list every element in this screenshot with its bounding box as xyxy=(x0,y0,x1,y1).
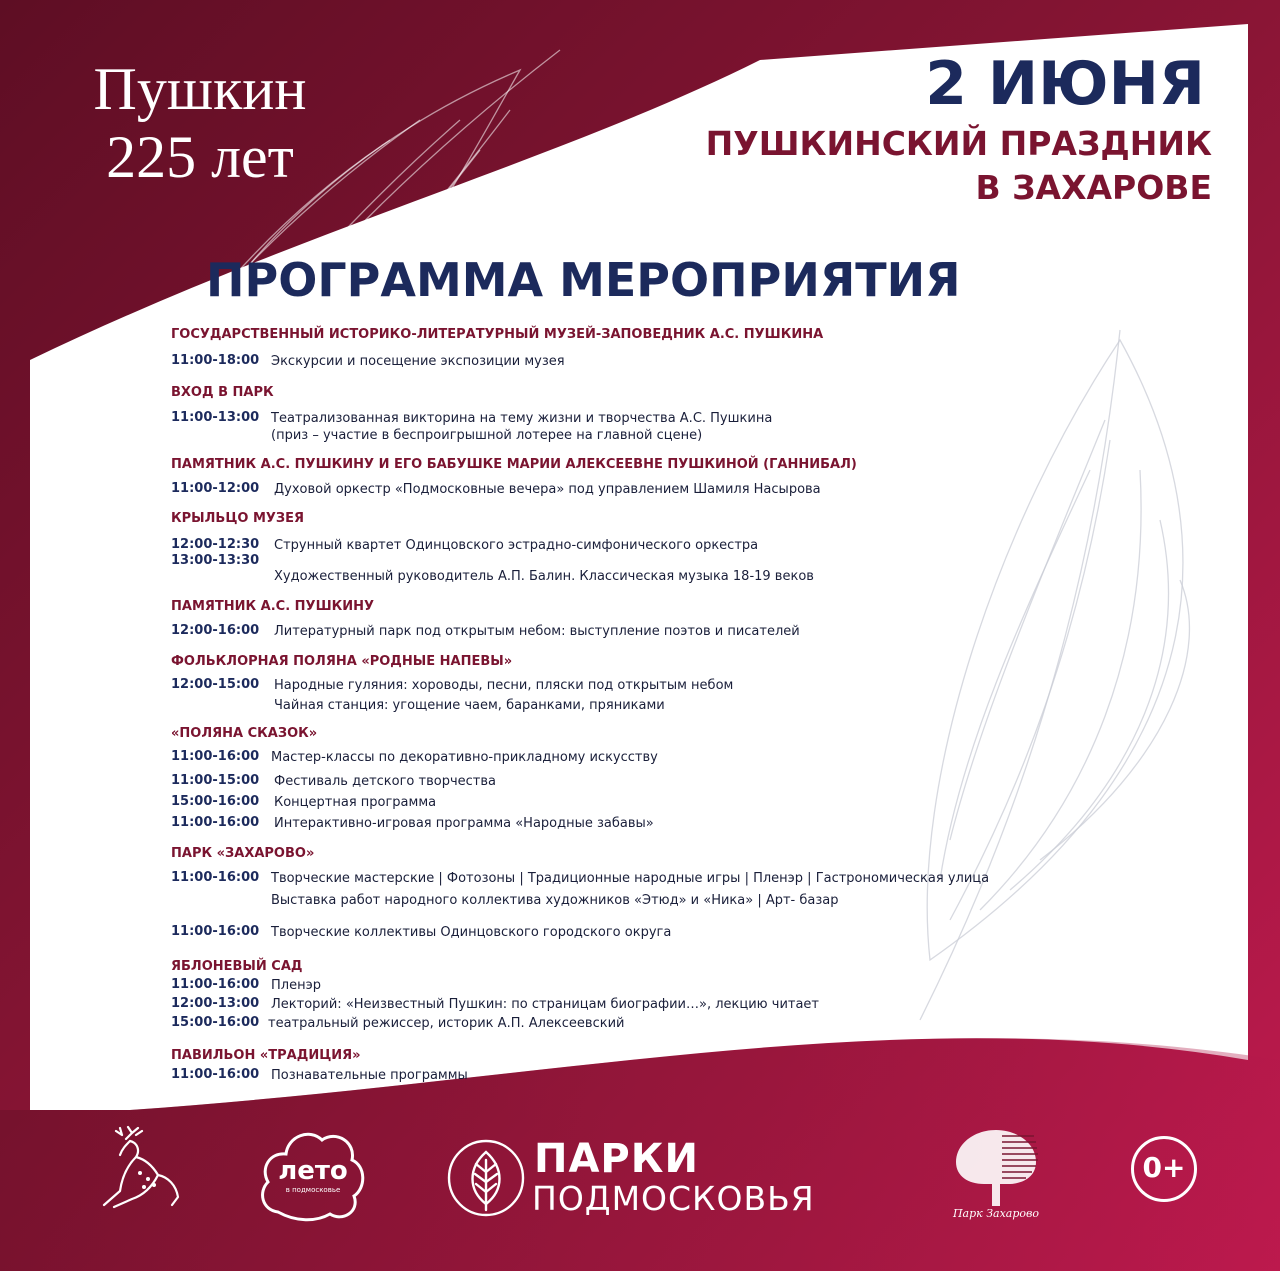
time-slot: 11:00-16:00 xyxy=(171,924,260,939)
time-slot: 11:00-16:00 xyxy=(171,1067,260,1082)
event-description: Художественный руководитель А.П. Балин. Классическая музыка 18-19 веков xyxy=(274,569,814,584)
section-title: ПАВИЛЬОН «ТРАДИЦИЯ» xyxy=(171,1048,361,1063)
event-description: Фестиваль детского творчества xyxy=(274,774,496,789)
section-title: ЯБЛОНЕВЫЙ САД xyxy=(171,959,303,974)
event-description: Народные гуляния: хороводы, песни, пляски под открытым небом xyxy=(274,678,734,693)
section-title: ГОСУДАРСТВЕННЫЙ ИСТОРИКО-ЛИТЕРАТУРНЫЙ МУЗЕЙ-ЗАПОВЕДНИК А.С. ПУШКИНА xyxy=(171,327,824,342)
event-description: Духовой оркестр «Подмосковные вечера» под управлением Шамиля Насырова xyxy=(274,482,821,497)
event-description: Литературный парк под открытым небом: выступление поэтов и писателей xyxy=(274,624,800,639)
time-slot: 11:00-16:00 xyxy=(171,815,260,830)
event-description: Театрализованная викторина на тему жизни и творчества А.С. Пушкина xyxy=(271,411,773,426)
brand-line1: Пушкин xyxy=(93,56,307,122)
deer-icon xyxy=(92,1125,192,1215)
event-description: Концертная программа xyxy=(274,795,437,810)
time-slot: 15:00-16:00 xyxy=(171,794,260,809)
leto-subtitle: в подмосковье xyxy=(285,1186,341,1194)
program-title: ПРОГРАММА МЕРОПРИЯТИЯ xyxy=(206,253,961,307)
event-description: Струнный квартет Одинцовского эстрадно-симфонического оркестра xyxy=(274,538,759,553)
time-slot: 12:00-13:00 xyxy=(171,996,260,1011)
section-title: ВХОД В ПАРК xyxy=(171,385,274,400)
parks-logo-line1: ПАРКИ xyxy=(534,1136,699,1182)
section-title: «ПОЛЯНА СКАЗОК» xyxy=(171,726,318,741)
time-slot: 12:00-15:00 xyxy=(171,677,260,692)
event-description: Творческие мастерские | Фотозоны | Традиционные народные игры | Пленэр | Гастрономическая улица xyxy=(271,871,990,886)
section-title: ПАРК «ЗАХАРОВО» xyxy=(171,846,315,861)
event-description: Мастер-классы по декоративно-прикладному искусству xyxy=(271,750,658,765)
section-title: ПАМЯТНИК А.С. ПУШКИНУ xyxy=(171,599,375,614)
event-description: (приз – участие в беспроигрышной лотерее на главной сцене) xyxy=(271,428,703,443)
event-description: Пленэр xyxy=(271,978,321,993)
age-rating: 0+ xyxy=(1142,1151,1186,1184)
event-description: Выставка работ народного коллектива художников «Этюд» и «Ника» | Арт- базар xyxy=(271,893,839,908)
time-slot: 11:00-12:00 xyxy=(171,481,260,496)
festival-line2: В ЗАХАРОВЕ xyxy=(975,168,1212,207)
zakharovo-logo-text: Парк Захарово xyxy=(952,1207,1040,1220)
event-description: Экскурсии и посещение экспозиции музея xyxy=(271,354,565,369)
time-slot: 11:00-13:00 xyxy=(171,410,260,425)
event-description: Чайная станция: угощение чаем, баранками, пряниками xyxy=(274,698,665,713)
section-title: ПАМЯТНИК А.С. ПУШКИНУ И ЕГО БАБУШКЕ МАРИИ АЛЕКСЕЕВНЕ ПУШКИНОЙ (ГАННИБАЛ) xyxy=(171,457,857,472)
event-description: Познавательные программы xyxy=(271,1068,468,1083)
event-description: театральный режиссер, историк А.П. Алексеевский xyxy=(268,1016,625,1031)
time-slot: 12:00-16:00 xyxy=(171,623,260,638)
time-slot: 15:00-16:00 xyxy=(171,1015,260,1030)
time-slot: 13:00-13:30 xyxy=(171,553,260,568)
event-description: Лекторий: «Неизвестный Пушкин: по страницам биографии…», лекцию читает xyxy=(271,997,819,1012)
time-slot: 11:00-16:00 xyxy=(171,870,260,885)
event-description: Интерактивно-игровая программа «Народные забавы» xyxy=(274,816,654,831)
tree-icon xyxy=(944,1124,1048,1208)
time-slot: 12:00-12:30 xyxy=(171,537,260,552)
festival-line1: ПУШКИНСКИЙ ПРАЗДНИК xyxy=(705,124,1212,163)
event-date: 2 ИЮНЯ xyxy=(925,49,1205,119)
time-slot: 11:00-16:00 xyxy=(171,977,260,992)
leaf-icon xyxy=(446,1138,526,1218)
time-slot: 11:00-16:00 xyxy=(171,749,260,764)
leto-logo: лето xyxy=(278,1156,348,1186)
time-slot: 11:00-18:00 xyxy=(171,353,260,368)
event-description: Творческие коллективы Одинцовского городского округа xyxy=(271,925,672,940)
brand-line2: 225 лет xyxy=(106,124,294,190)
time-slot: 11:00-15:00 xyxy=(171,773,260,788)
section-title: КРЫЛЬЦО МУЗЕЯ xyxy=(171,511,305,526)
section-title: ФОЛЬКЛОРНАЯ ПОЛЯНА «РОДНЫЕ НАПЕВЫ» xyxy=(171,654,513,669)
parks-logo-line2: ПОДМОСКОВЬЯ xyxy=(532,1179,815,1218)
